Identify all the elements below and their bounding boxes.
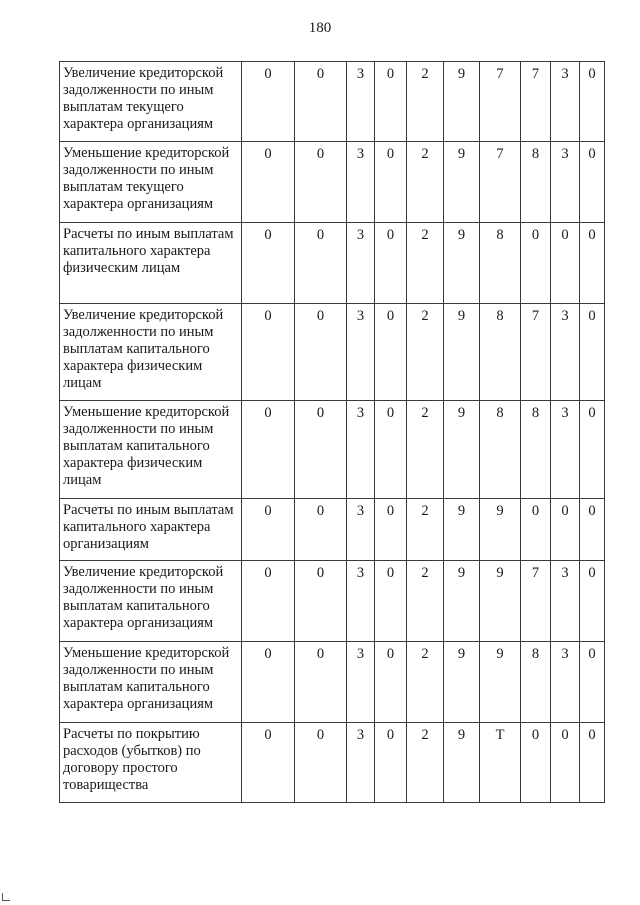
code-digit-cell: 0 <box>295 304 347 401</box>
code-digit-cell: 0 <box>375 304 407 401</box>
code-digit-cell: 0 <box>580 223 605 304</box>
code-digit-cell: 9 <box>444 401 480 499</box>
row-label: Увеличение кредиторской задолженности по иным выплатам текущего характера организациям <box>60 62 242 142</box>
code-digit-cell: 0 <box>295 561 347 642</box>
code-digit-cell: 9 <box>480 642 521 723</box>
code-digit-cell: 0 <box>580 304 605 401</box>
code-digit-cell: 0 <box>521 499 551 561</box>
table-row <box>60 723 605 803</box>
code-digit-cell: 0 <box>295 723 347 803</box>
code-digit-cell: 0 <box>580 561 605 642</box>
code-digit-cell: 0 <box>295 401 347 499</box>
code-digit-cell: 9 <box>444 499 480 561</box>
code-digit-cell: 3 <box>347 62 375 142</box>
code-digit-cell: 8 <box>521 642 551 723</box>
code-digit-cell: 0 <box>242 499 295 561</box>
table-row <box>60 499 605 561</box>
code-digit-cell: 2 <box>407 223 444 304</box>
code-digit-cell: 0 <box>242 723 295 803</box>
code-digit-cell: 0 <box>551 723 580 803</box>
code-digit-cell: 3 <box>347 499 375 561</box>
code-digit-cell: 9 <box>480 561 521 642</box>
code-digit-cell: 3 <box>551 561 580 642</box>
code-digit-cell: 9 <box>444 304 480 401</box>
account-codes-table <box>59 61 605 803</box>
code-digit-cell: 0 <box>580 142 605 223</box>
code-digit-cell: 0 <box>375 401 407 499</box>
code-digit-cell: 0 <box>295 223 347 304</box>
code-digit-cell: 9 <box>444 223 480 304</box>
code-digit-cell: 0 <box>580 642 605 723</box>
code-digit-cell: 3 <box>347 223 375 304</box>
row-label: Расчеты по покрытию расходов (убытков) по договору простого товарищества <box>60 723 242 803</box>
row-label: Уменьшение кредиторской задолженности по иным выплатам капитального характера организациям <box>60 642 242 723</box>
code-digit-cell: 0 <box>375 723 407 803</box>
code-digit-cell: 0 <box>295 142 347 223</box>
code-digit-cell: 2 <box>407 401 444 499</box>
code-digit-cell: 8 <box>480 223 521 304</box>
code-digit-cell: 3 <box>551 401 580 499</box>
code-digit-cell: 7 <box>480 142 521 223</box>
code-digit-cell: 0 <box>242 62 295 142</box>
code-digit-cell: 0 <box>295 499 347 561</box>
code-digit-cell: 0 <box>521 223 551 304</box>
table-row <box>60 642 605 723</box>
code-digit-cell: 9 <box>444 62 480 142</box>
code-digit-cell: 3 <box>551 62 580 142</box>
code-digit-cell: 2 <box>407 723 444 803</box>
scan-corner-mark <box>2 893 10 901</box>
code-digit-cell: 0 <box>375 62 407 142</box>
code-digit-cell: 9 <box>480 499 521 561</box>
code-digit-cell: 3 <box>551 642 580 723</box>
code-digit-cell: 3 <box>551 142 580 223</box>
code-digit-cell: 3 <box>347 401 375 499</box>
code-digit-cell: 8 <box>521 401 551 499</box>
code-digit-cell: 0 <box>375 642 407 723</box>
table-row <box>60 561 605 642</box>
table-row <box>60 62 605 142</box>
code-digit-cell: 9 <box>444 561 480 642</box>
table-row <box>60 401 605 499</box>
code-digit-cell: Т <box>480 723 521 803</box>
code-digit-cell: 0 <box>242 142 295 223</box>
code-digit-cell: 0 <box>551 499 580 561</box>
code-digit-cell: 7 <box>521 62 551 142</box>
code-digit-cell: 2 <box>407 62 444 142</box>
page-number: 180 <box>308 20 332 36</box>
code-digit-cell: 0 <box>242 642 295 723</box>
row-label: Уменьшение кредиторской задолженности по иным выплатам капитального характера физическим лицам <box>60 401 242 499</box>
code-digit-cell: 0 <box>242 304 295 401</box>
code-digit-cell: 0 <box>521 723 551 803</box>
code-digit-cell: 3 <box>551 304 580 401</box>
table-row <box>60 142 605 223</box>
code-digit-cell: 3 <box>347 642 375 723</box>
code-digit-cell: 0 <box>580 499 605 561</box>
row-label: Расчеты по иным выплатам капитального характера физическим лицам <box>60 223 242 304</box>
code-digit-cell: 9 <box>444 642 480 723</box>
code-digit-cell: 3 <box>347 561 375 642</box>
code-digit-cell: 8 <box>521 142 551 223</box>
row-label: Увеличение кредиторской задолженности по иным выплатам капитального характера физическим лицам <box>60 304 242 401</box>
code-digit-cell: 0 <box>295 62 347 142</box>
code-digit-cell: 3 <box>347 723 375 803</box>
table-row <box>60 304 605 401</box>
code-digit-cell: 9 <box>444 142 480 223</box>
code-digit-cell: 0 <box>580 401 605 499</box>
code-digit-cell: 0 <box>242 223 295 304</box>
code-digit-cell: 8 <box>480 304 521 401</box>
code-digit-cell: 2 <box>407 142 444 223</box>
code-digit-cell: 0 <box>375 142 407 223</box>
code-digit-cell: 0 <box>242 401 295 499</box>
code-digit-cell: 9 <box>444 723 480 803</box>
row-label: Увеличение кредиторской задолженности по иным выплатам капитального характера организациям <box>60 561 242 642</box>
code-digit-cell: 2 <box>407 561 444 642</box>
code-digit-cell: 2 <box>407 499 444 561</box>
code-digit-cell: 0 <box>580 723 605 803</box>
code-digit-cell: 0 <box>375 223 407 304</box>
row-label: Расчеты по иным выплатам капитального характера организациям <box>60 499 242 561</box>
code-digit-cell: 3 <box>347 142 375 223</box>
code-digit-cell: 3 <box>347 304 375 401</box>
code-digit-cell: 0 <box>375 499 407 561</box>
code-digit-cell: 2 <box>407 304 444 401</box>
code-digit-cell: 0 <box>295 642 347 723</box>
code-digit-cell: 0 <box>375 561 407 642</box>
code-digit-cell: 0 <box>580 62 605 142</box>
table-row <box>60 223 605 304</box>
code-digit-cell: 7 <box>521 561 551 642</box>
code-digit-cell: 0 <box>242 561 295 642</box>
code-digit-cell: 7 <box>480 62 521 142</box>
code-digit-cell: 8 <box>480 401 521 499</box>
row-label: Уменьшение кредиторской задолженности по иным выплатам текущего характера организациям <box>60 142 242 223</box>
code-digit-cell: 0 <box>551 223 580 304</box>
code-digit-cell: 2 <box>407 642 444 723</box>
code-digit-cell: 7 <box>521 304 551 401</box>
